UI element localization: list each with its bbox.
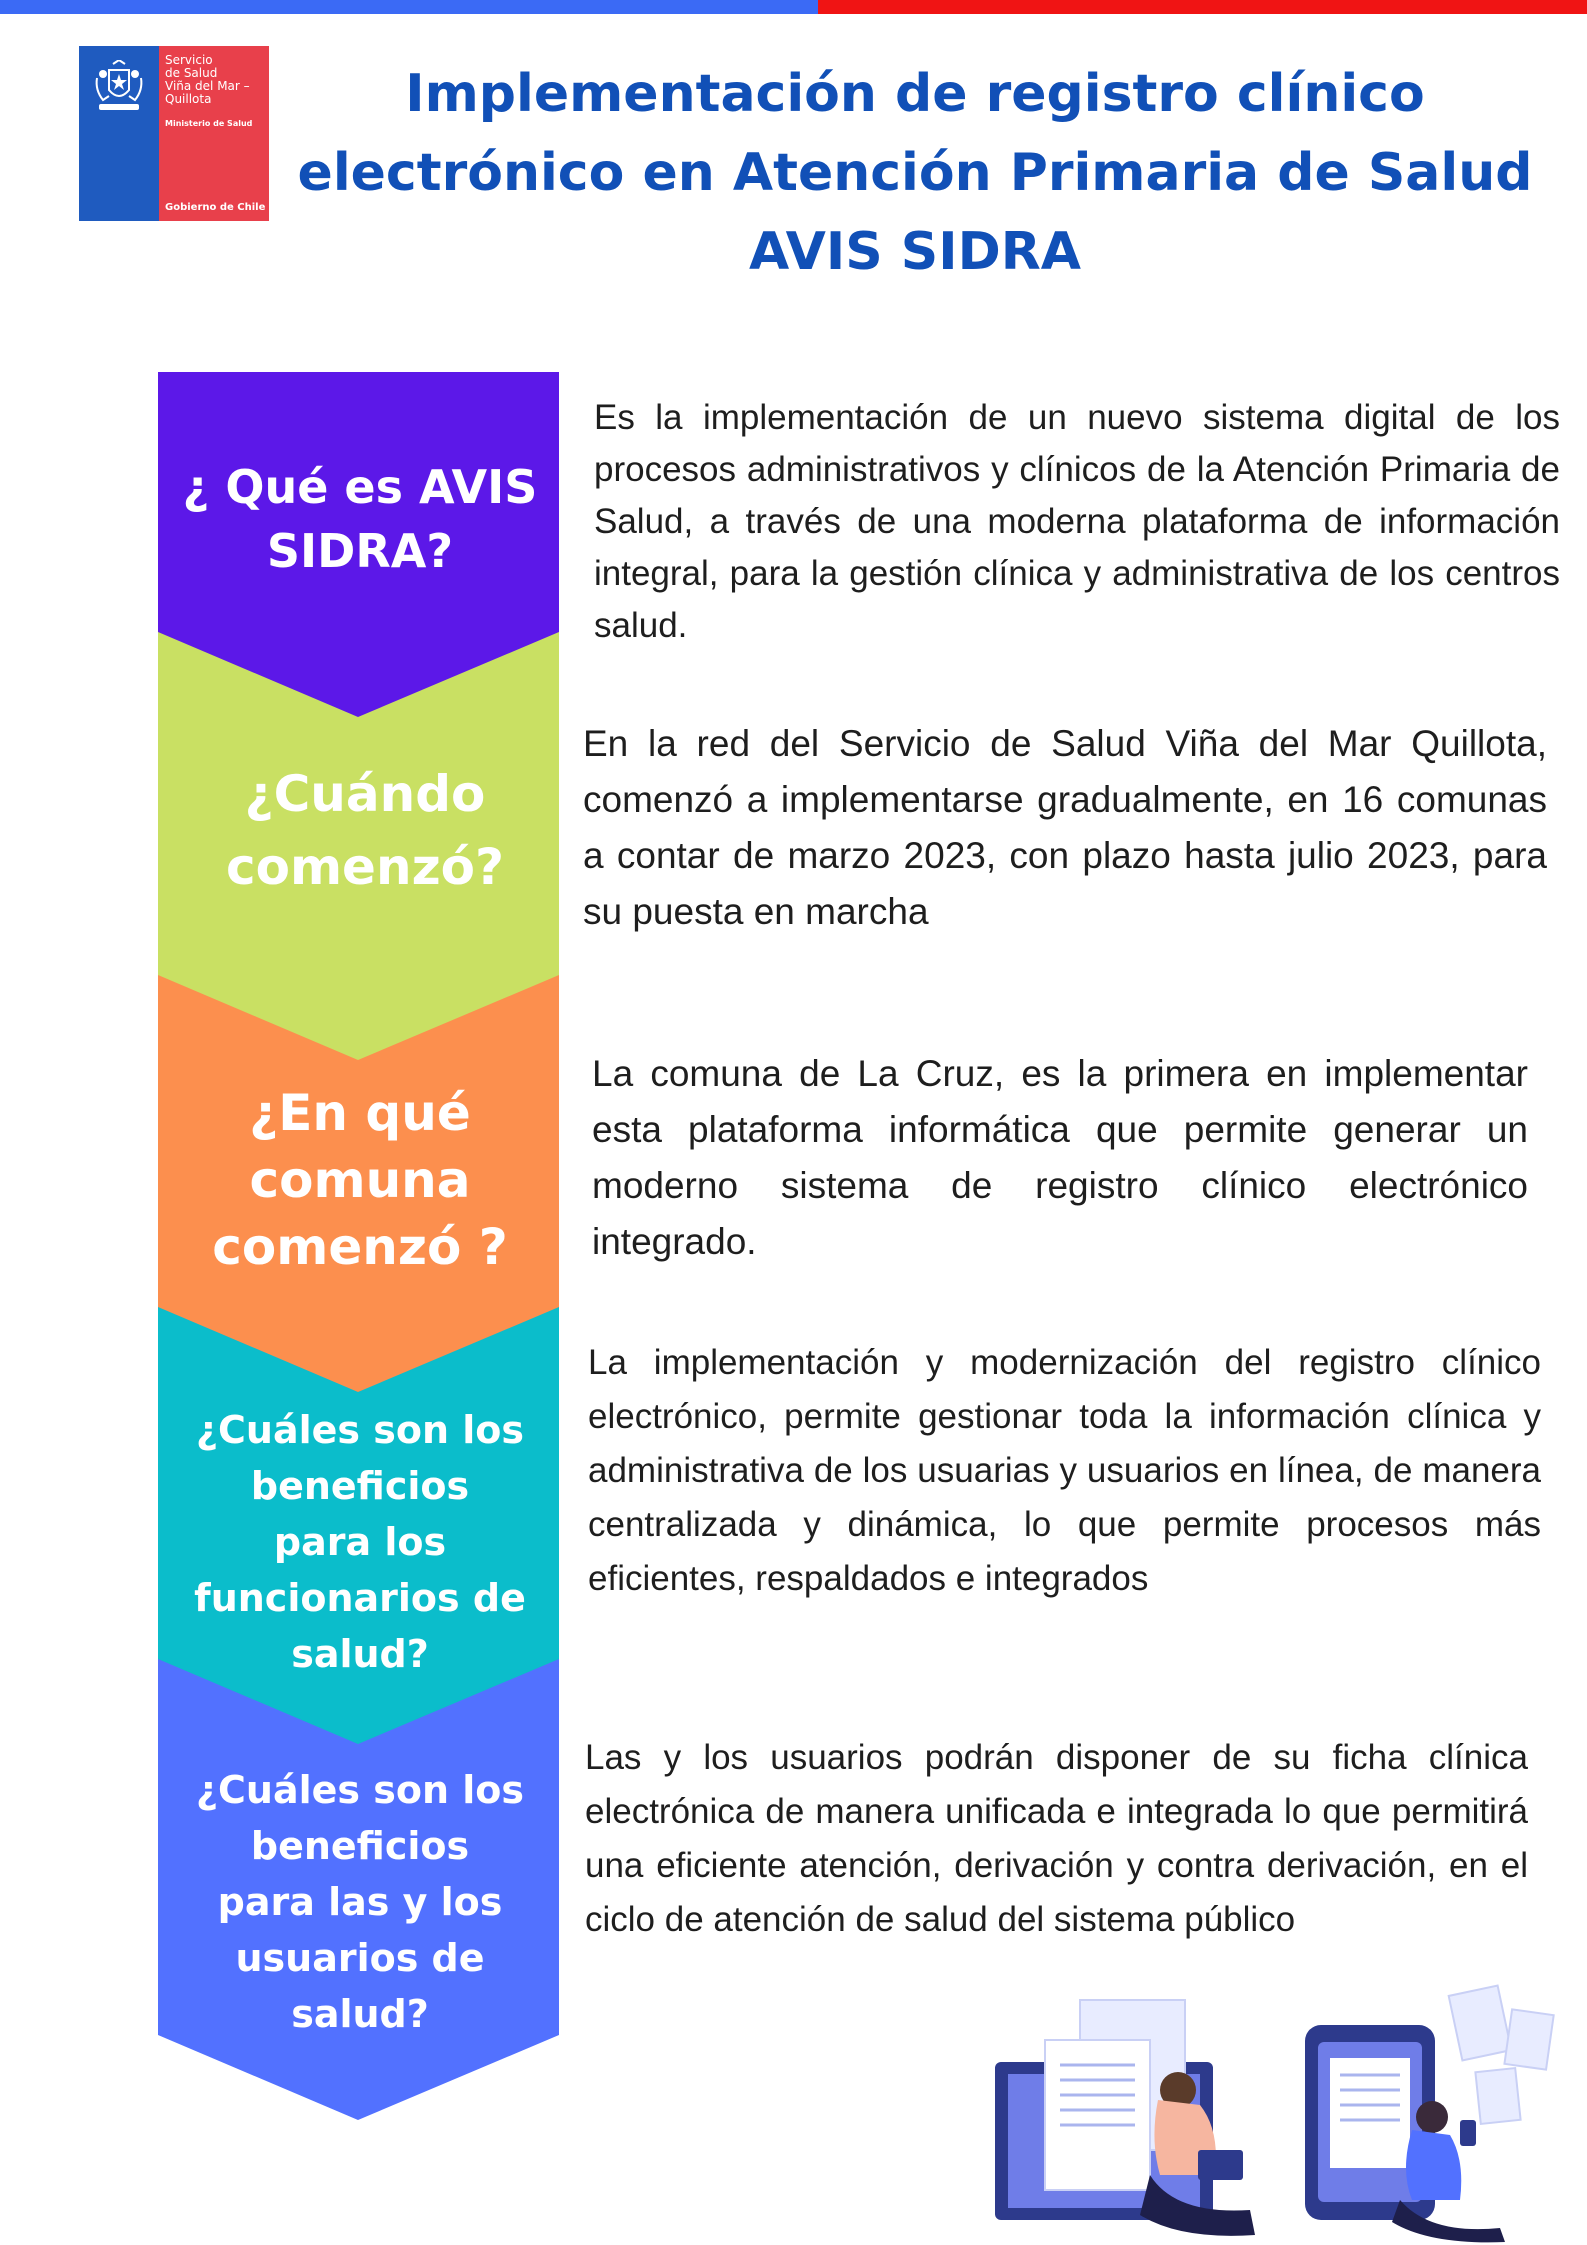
- answer-3: La comuna de La Cruz, es la primera en implementar esta plataforma informática que permite generar un moderno sistema de registro clínico electrónico integrado.: [592, 1053, 1528, 1262]
- person-with-laptop-and-documents-icon: [995, 2000, 1255, 2236]
- title-line-3: AVIS SIDRA: [748, 222, 1082, 282]
- question-4-line-5: salud?: [291, 1632, 429, 1676]
- logo-line-4: Quillota: [165, 92, 212, 106]
- question-2-line-2: comenzó?: [225, 838, 505, 896]
- answer-5: Las y los usuarios podrán disponer de su ficha clínica electrónica de manera unificada e integrada lo que permitirá una eficiente atención, derivación y contra derivación, en el ciclo de atención de salud del sistema público: [585, 1738, 1528, 1939]
- answer-1: Es la implementación de un nuevo sistema digital de los procesos administrativos y clínicos de la Atención Primaria de Salud, a través de una moderna plataforma de información integral, para la gestión clínica y administrativa de los centros salud.: [594, 398, 1560, 645]
- question-5-line-2: beneficios: [250, 1824, 470, 1868]
- question-3-line-3: comenzó ?: [212, 1218, 508, 1276]
- logo-line-3: Viña del Mar –: [165, 79, 250, 93]
- question-1-line-2: SIDRA?: [266, 524, 454, 578]
- question-4-line-2: beneficios: [250, 1464, 470, 1508]
- answer-4: La implementación y modernización del registro clínico electrónico, permite gestionar toda la información clínica y administrativa de los usuarias y usuarios en línea, de manera centralizada y dinámica, lo que permite procesos más eficientes, respaldados e integrados: [588, 1343, 1541, 1598]
- logo-line-2: de Salud: [165, 66, 218, 80]
- logo-ministry: Ministerio de Salud: [165, 119, 253, 128]
- question-5-line-5: salud?: [291, 1992, 429, 2036]
- logo-line-1: Servicio: [165, 53, 213, 67]
- question-5-line-4: usuarios de: [235, 1936, 485, 1980]
- question-3-line-1: ¿En qué: [249, 1084, 471, 1142]
- person-with-tablet-and-documents-icon: [1305, 1986, 1554, 2243]
- question-1-line-1: ¿ Qué es AVIS: [182, 460, 538, 514]
- title-line-2: electrónico en Atención Primaria de Salud: [297, 143, 1533, 203]
- answer-2: En la red del Servicio de Salud Viña del Mar Quillota, comenzó a implementarse gradualmente, en 16 comunas a contar de marzo 2023, con plazo hasta julio 2023, para su puesta en marcha: [583, 723, 1547, 932]
- question-4-line-4: funcionarios de: [194, 1576, 526, 1620]
- question-2-line-1: ¿Cuándo: [244, 765, 486, 823]
- question-4-line-1: ¿Cuáles son los: [195, 1408, 525, 1452]
- question-5-line-3: para las y los: [217, 1880, 503, 1924]
- logo-government: Gobierno de Chile: [165, 202, 266, 213]
- question-4-line-3: para los: [273, 1520, 447, 1564]
- question-5-line-1: ¿Cuáles son los: [195, 1768, 525, 1812]
- title-line-1: Implementación de registro clínico: [405, 64, 1425, 124]
- question-3-line-2: comuna: [249, 1151, 471, 1209]
